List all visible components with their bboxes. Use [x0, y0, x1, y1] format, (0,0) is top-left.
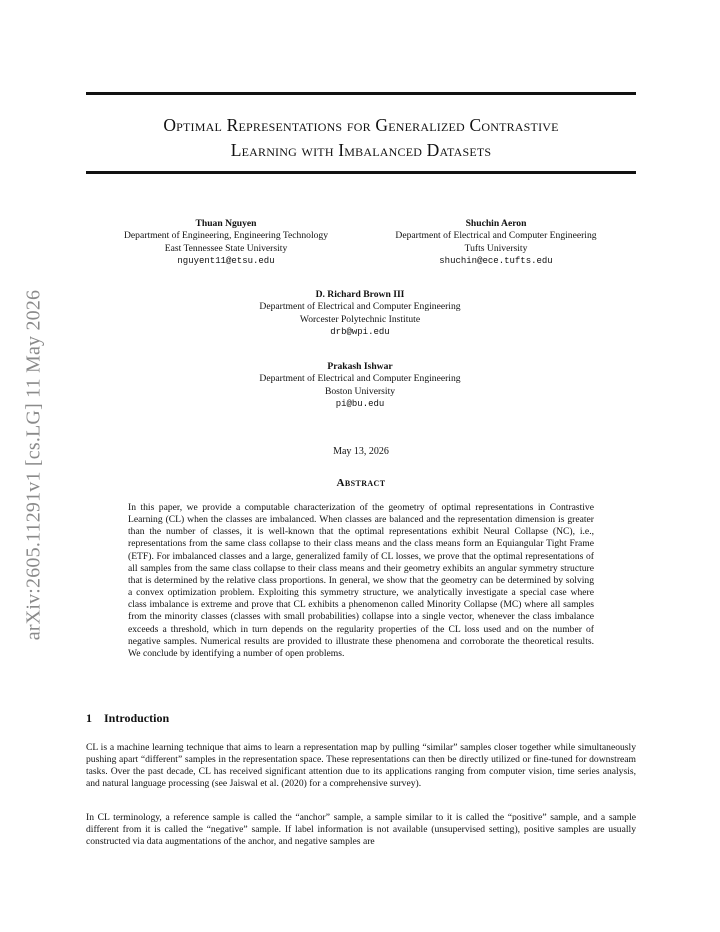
- author-block: [200, 289, 520, 339]
- paper-title-line-2: Learning with Imbalanced Datasets: [230, 140, 492, 160]
- author-block: [86, 218, 366, 268]
- abstract-heading: Abstract: [336, 477, 386, 489]
- author-name: Shuchin Aeron: [465, 218, 527, 229]
- paper-title: [86, 113, 636, 163]
- author-email[interactable]: pi@bu.edu: [335, 399, 385, 410]
- title-top-rule: [86, 92, 636, 95]
- body-paragraph: In CL terminology, a reference sample is called the “anchor” sample, a sample similar to it is called the “positive” sample, and a sample different from it is called the “negative” sample. If label information is not available (unsupervised setting), positive samples are usually constructed via data augmentations of the anchor, and negative samples are: [86, 812, 636, 848]
- author-department: Department of Electrical and Computer Engineering: [259, 301, 461, 313]
- author-institution: Worcester Polytechnic Institute: [299, 313, 421, 325]
- author-department: Department of Electrical and Computer Engineering: [259, 373, 461, 385]
- author-name: D. Richard Brown III: [315, 289, 405, 300]
- publication-date: May 13, 2026: [333, 446, 389, 457]
- section-number: 1: [86, 711, 92, 725]
- abstract-text: In this paper, we provide a computable characterization of the geometry of optimal representations in Contrastive Learning (CL) when the classes are imbalanced. When classes are balanced and the representation dimension is greater than the number of classes, it is well-known that the optimal representations exhibit Neural Collapse (NC), i.e., representations from the same class collapse to their class means and the class means form an Equiangular Tight Frame (ETF). For imbalanced classes and a large, generalized family of CL losses, we prove that the optimal representations of all samples from the same class collapse to their class means and their geometry exhibits an angular symmetry structure that is determined by the relative class proportions. In general, we show that the geometry can be determined by solving a convex optimization problem. Exploiting this symmetry structure, we analytically investigate a special case where class imbalance is extreme and prove that CL exhibits a phenomenon called Minority Collapse (MC) where all samples from the minority classes (classes with small probabilities) collapse into a single vector, whenever the class imbalance exceeds a threshold, which in turn depends on the regularity properties of the CL loss used and on the number of negative samples. Numerical results are provided to illustrate these phenomena and corroborate the theoretical results. We conclude by identifying a number of open problems.: [128, 502, 594, 659]
- author-block: [356, 218, 636, 268]
- arxiv-identifier-stamp: [20, 255, 48, 675]
- section-title: Introduction: [104, 711, 170, 725]
- author-institution: Boston University: [324, 385, 396, 397]
- author-name: Prakash Ishwar: [327, 361, 393, 372]
- section-heading: [86, 711, 169, 726]
- author-institution: East Tennessee State University: [164, 242, 288, 254]
- body-paragraph: CL is a machine learning technique that aims to learn a representation map by pulling “similar” samples closer together while simultaneously pushing apart “different” samples in the representation space. These representations can then be directly utilized or fine-tuned for downstream tasks. Over the past decade, CL has received significant attention due to its applications ranging from computer vision, time series analysis, and natural language processing (see Jaiswal et al. (2020) for a comprehensive survey).: [86, 742, 636, 790]
- author-email[interactable]: shuchin@ece.tufts.edu: [439, 256, 553, 267]
- author-department: Department of Engineering, Engineering Technology: [123, 230, 329, 242]
- author-block: [200, 361, 520, 411]
- author-email[interactable]: drb@wpi.edu: [330, 327, 390, 338]
- author-name: Thuan Nguyen: [195, 218, 257, 229]
- title-bottom-rule: [86, 171, 636, 174]
- author-department: Department of Electrical and Computer Engineering: [395, 230, 597, 242]
- arxiv-identifier-text: arXiv:2605.11291v1 [cs.LG] 11 May 2026: [22, 289, 45, 641]
- author-email[interactable]: nguyent11@etsu.edu: [177, 256, 275, 267]
- paper-title-line-1: Optimal Representations for Generalized Contrastive: [163, 115, 559, 135]
- author-institution: Tufts University: [464, 242, 528, 254]
